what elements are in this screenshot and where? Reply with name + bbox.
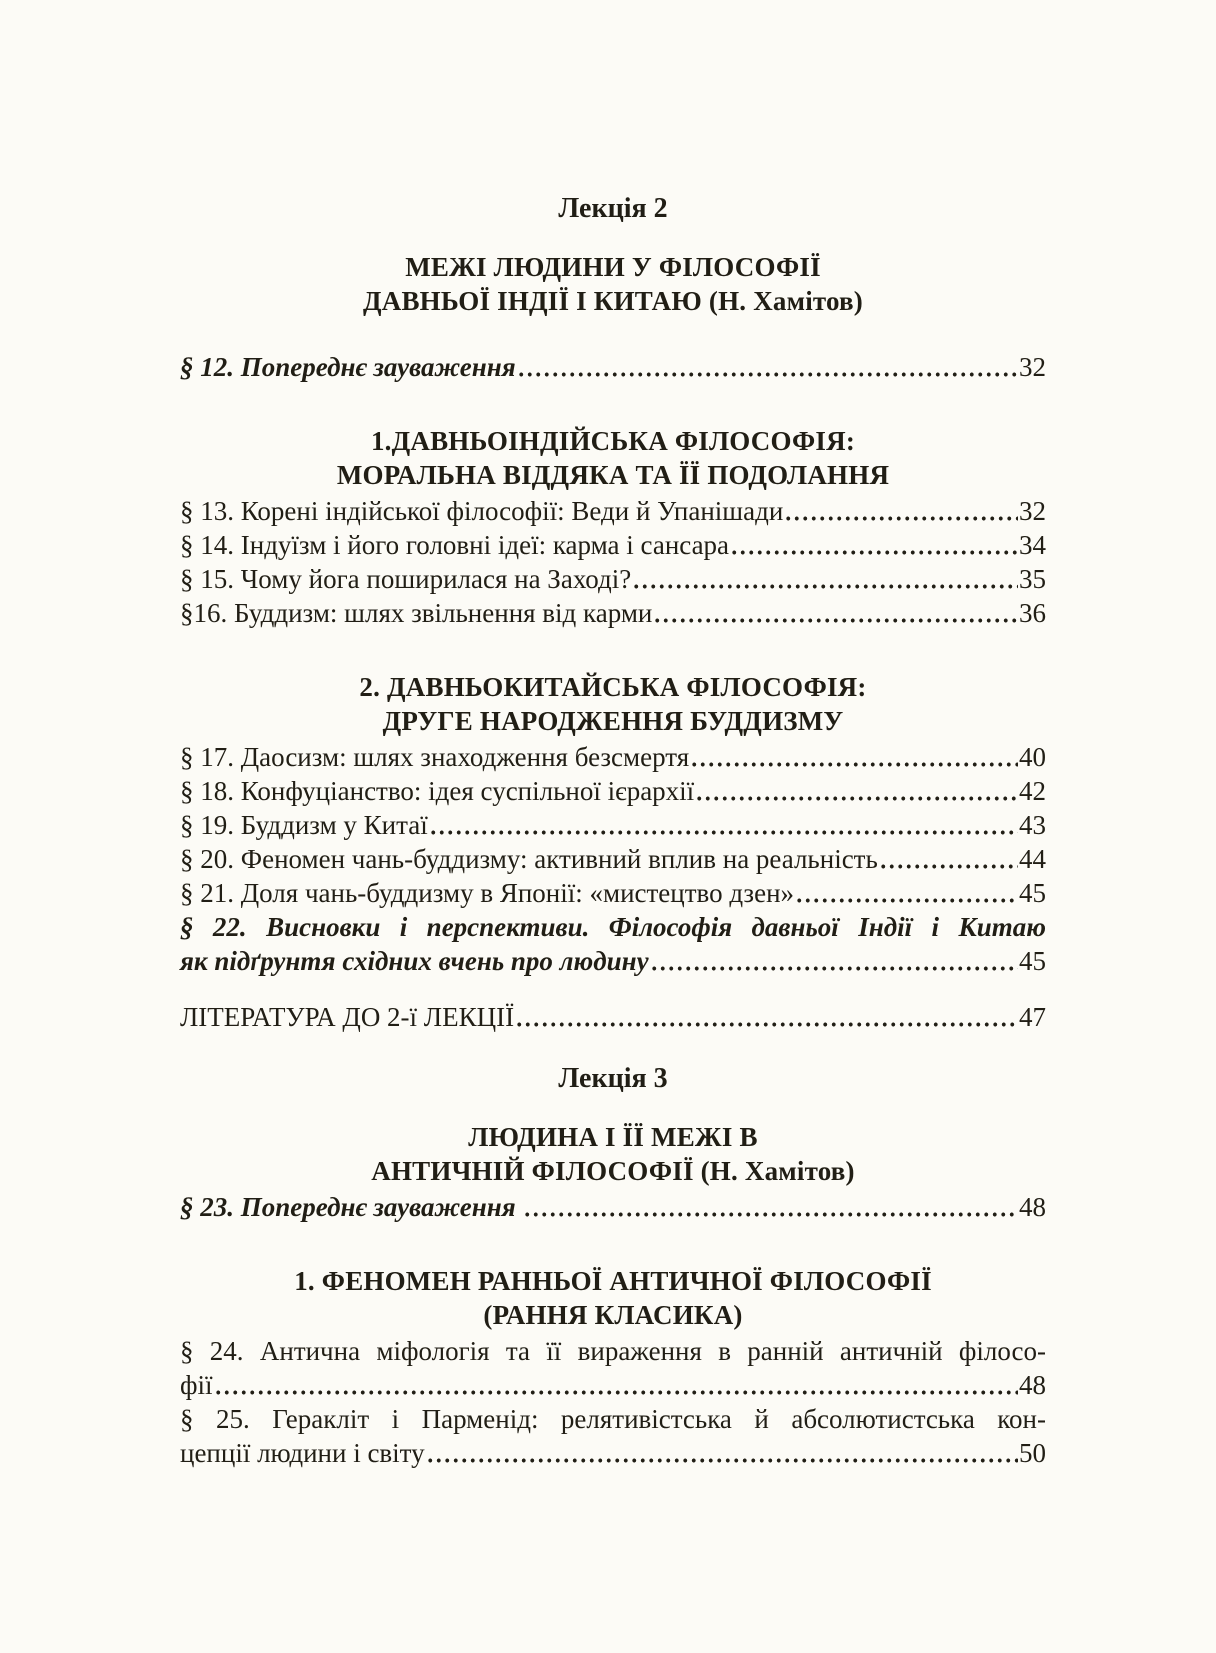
toc-entry-row [180, 1436, 1046, 1470]
toc-entry-text-line: § 22. Висновки і перспективи. Філософія давньої Індії і Китаю [180, 912, 1046, 942]
toc-leader-dots [429, 808, 1018, 842]
toc-entry-text: § 19. Буддизм у Китаї [180, 810, 428, 840]
toc-entry [180, 1000, 1046, 1034]
heading-line: (РАННЯ КЛАСИКА) [483, 1300, 743, 1330]
toc-entry [180, 808, 1046, 842]
toc-leader-dots [653, 596, 1018, 630]
toc-page-number: 32 [1019, 496, 1046, 526]
toc-entry-text: § 20. Феномен чань-буддизму: активний вплив на реальність [180, 844, 878, 874]
toc-leader-dots [879, 842, 1018, 876]
toc-entry [180, 494, 1046, 528]
toc-entry-row [180, 740, 1046, 774]
toc-entry [180, 562, 1046, 596]
toc-leader-dots [523, 1190, 1018, 1224]
toc-entry-row [180, 596, 1046, 630]
toc-entry [180, 876, 1046, 910]
toc-leader-dots [426, 1436, 1018, 1470]
toc-entry-text: §16. Буддизм: шлях звільнення від карми [180, 598, 653, 628]
toc-leader-dots [650, 944, 1018, 978]
toc-entry [180, 774, 1046, 808]
toc-entry-text: ЛІТЕРАТУРА ДО 2-ї ЛЕКЦІЇ [180, 1002, 515, 1032]
toc-page-number: 44 [1019, 844, 1046, 874]
toc-entry-text: як підґрунтя східних вчень про людину [180, 946, 649, 976]
chapter-heading: Лекція 2 [558, 193, 668, 224]
toc-entry-row [180, 876, 1046, 910]
toc-entry [180, 596, 1046, 630]
section-heading [180, 1264, 1046, 1332]
toc-entry-row [180, 494, 1046, 528]
toc-page-number: 34 [1019, 530, 1046, 560]
toc-entry-text: § 23. Попереднє зауваження [180, 1192, 523, 1222]
toc-leader-dots [695, 774, 1018, 808]
toc-entry-text: § 12. Попереднє зауваження [180, 352, 516, 382]
toc-entry-row [180, 944, 1046, 978]
toc-entry-text: § 13. Корені індійської філософії: Веди й Упанішади [180, 496, 784, 526]
heading-line: ЛЮДИНА І ЇЇ МЕЖІ В [468, 1122, 758, 1152]
toc-leader-dots [632, 562, 1018, 596]
toc-leader-dots [517, 350, 1018, 384]
toc-page-number: 35 [1019, 564, 1046, 594]
toc-page-number: 50 [1019, 1438, 1046, 1468]
toc-entry-row [180, 774, 1046, 808]
toc-entry-row [180, 1190, 1046, 1224]
toc-page-number: 48 [1019, 1370, 1046, 1400]
toc-leader-dots [730, 528, 1018, 562]
toc-entry-text: § 14. Індуїзм і його головні ідеї: карма і сансара [180, 530, 730, 560]
toc-entry [180, 1190, 1046, 1224]
toc-entry-text: фії [180, 1370, 213, 1400]
heading-line: 1. ФЕНОМЕН РАННЬОЇ АНТИЧНОЇ ФІЛОСОФІЇ [294, 1266, 932, 1296]
toc-leader-dots [515, 1000, 1018, 1034]
heading-line: АНТИЧНІЙ ФІЛОСОФІЇ (Н. Хамітов) [371, 1156, 855, 1186]
toc-leader-dots [690, 740, 1018, 774]
toc-entry-text: цепції людини і світу [180, 1438, 425, 1468]
toc-entry [180, 1334, 1046, 1402]
toc-page-number: 40 [1019, 742, 1046, 772]
toc-entry [180, 910, 1046, 978]
heading-line: МОРАЛЬНА ВІДДЯКА ТА ЇЇ ПОДОЛАННЯ [336, 460, 890, 490]
lecture-title [180, 250, 1046, 318]
toc-page-number: 45 [1019, 878, 1046, 908]
toc-entry-row [180, 562, 1046, 596]
toc-entry-row [180, 808, 1046, 842]
toc-page-number: 48 [1019, 1192, 1046, 1222]
section-heading [180, 424, 1046, 492]
section-heading [180, 670, 1046, 738]
toc-page-number: 42 [1019, 776, 1046, 806]
toc-entry-text: § 17. Даосизм: шлях знаходження безсмертя [180, 742, 690, 772]
lecture-title [180, 1120, 1046, 1188]
toc-page-number: 36 [1019, 598, 1046, 628]
toc-entry [180, 350, 1046, 384]
toc-entry-text-line: § 24. Антична міфологія та її вираження в ранній античній філосо- [180, 1336, 1046, 1366]
heading-line: МЕЖІ ЛЮДИНИ У ФІЛОСОФІЇ [405, 252, 821, 282]
toc-entry-text: § 15. Чому йога поширилася на Заході? [180, 564, 632, 594]
toc-entry [180, 842, 1046, 876]
toc-entry-text: § 18. Конфуціанство: ідея суспільної ієрархії [180, 776, 695, 806]
toc-entry-row [180, 528, 1046, 562]
toc-entry-text-line: § 25. Геракліт і Парменід: релятивістська й абсолютистська кон- [180, 1404, 1046, 1434]
toc-entry-text: § 21. Доля чань-буддизму в Японії: «мистецтво дзен» [180, 878, 795, 908]
heading-line: 2. ДАВНЬОКИТАЙСЬКА ФІЛОСОФІЯ: [359, 672, 867, 702]
toc-page-number: 45 [1019, 946, 1046, 976]
toc-leader-dots [795, 876, 1018, 910]
toc-leader-dots [214, 1368, 1019, 1402]
toc-entry-row [180, 1368, 1046, 1402]
toc-page-number: 43 [1019, 810, 1046, 840]
chapter-heading: Лекція 3 [558, 1063, 668, 1094]
table-of-contents [180, 0, 1046, 1470]
toc-entry [180, 740, 1046, 774]
toc-entry-row [180, 842, 1046, 876]
toc-entry-row [180, 350, 1046, 384]
toc-entry [180, 1402, 1046, 1470]
toc-page-number: 32 [1019, 352, 1046, 382]
heading-line: ДРУГЕ НАРОДЖЕННЯ БУДДИЗМУ [382, 706, 844, 736]
toc-page-number: 47 [1019, 1002, 1046, 1032]
toc-entry-row [180, 1000, 1046, 1034]
toc-entry [180, 528, 1046, 562]
heading-line: ДАВНЬОЇ ІНДІЇ І КИТАЮ (Н. Хамітов) [362, 286, 863, 316]
heading-line: 1.ДАВНЬОІНДІЙСЬКА ФІЛОСОФІЯ: [370, 426, 856, 456]
toc-leader-dots [784, 494, 1018, 528]
